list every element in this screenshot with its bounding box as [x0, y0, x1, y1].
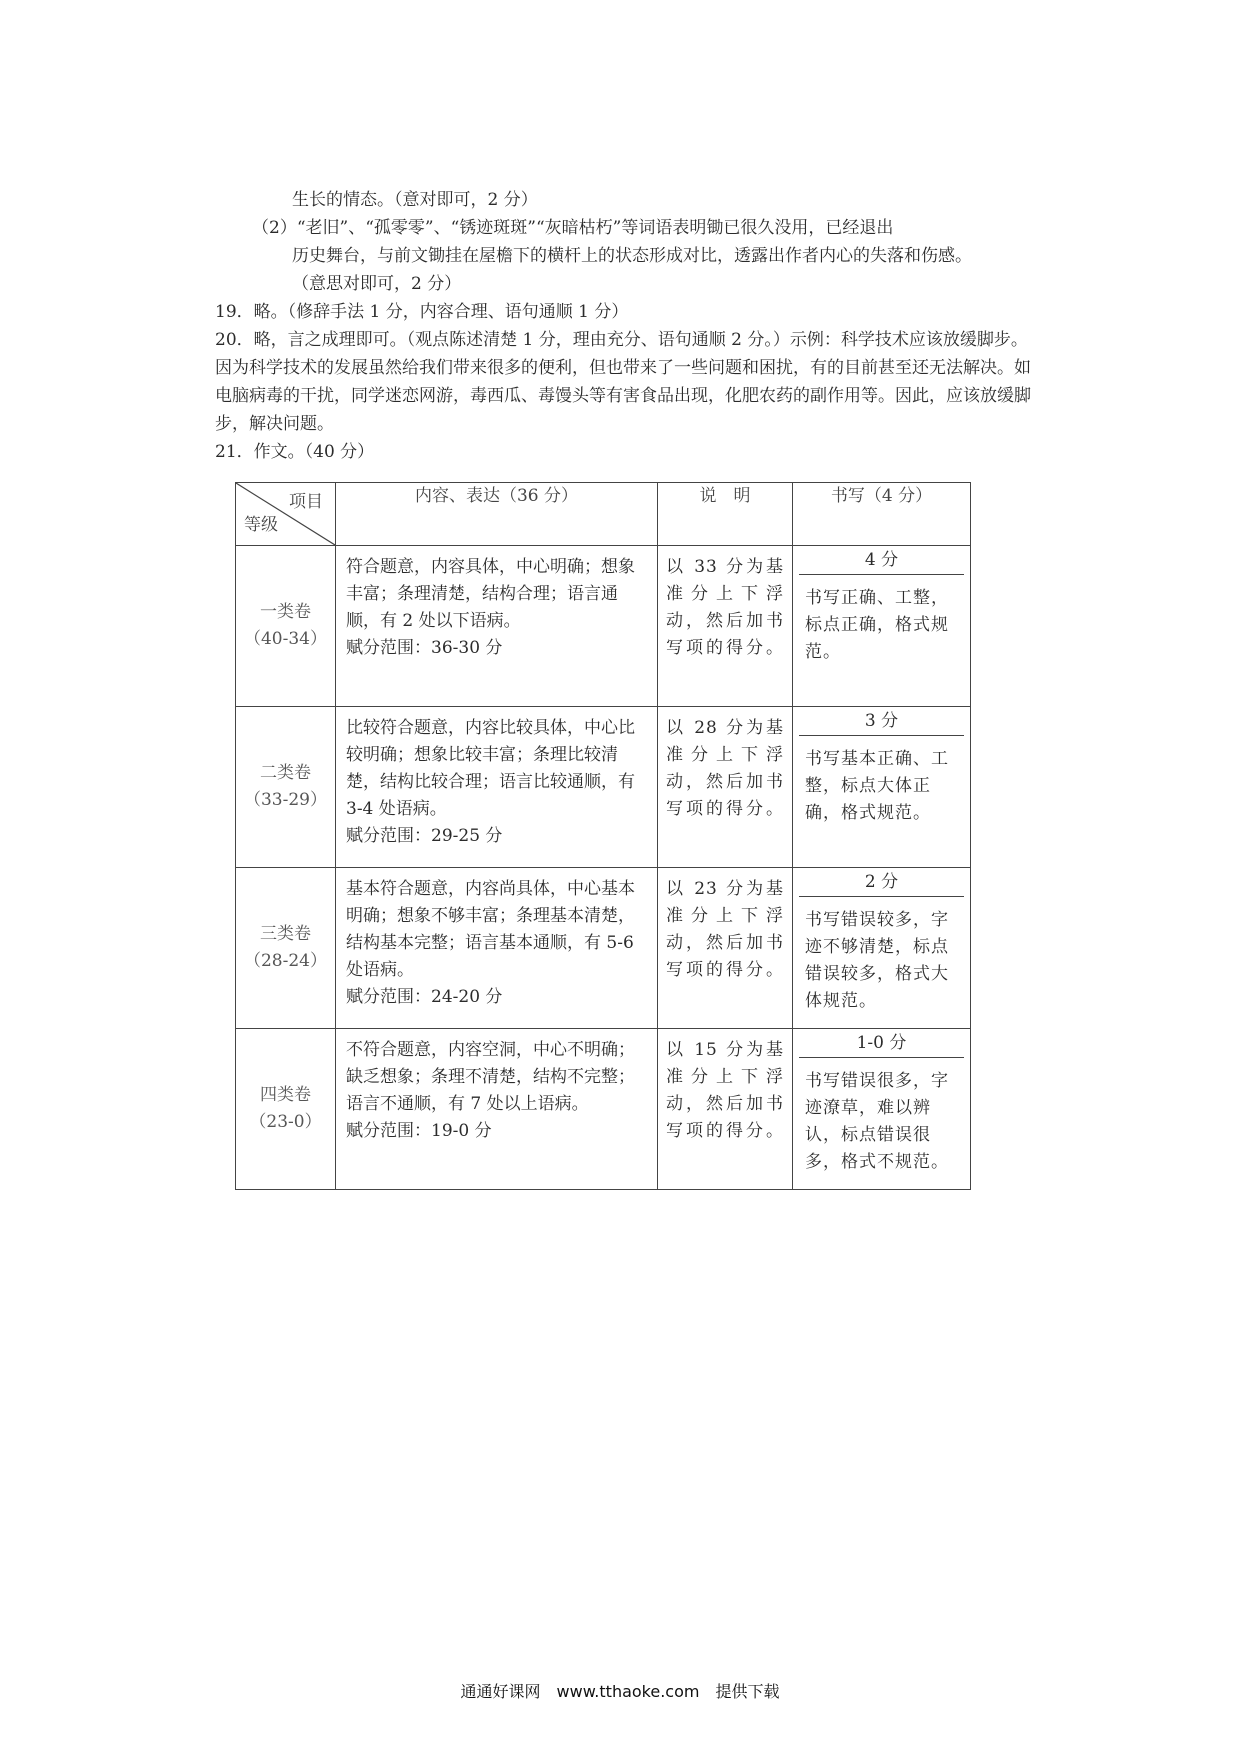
- grade-range: （23-0）: [249, 1112, 322, 1132]
- note-text: 以 33 分为基准分上下浮动，然后加书写项的得分。: [666, 557, 784, 658]
- writing-cell: [793, 707, 971, 868]
- grade-cell: [236, 868, 336, 1029]
- corner-header-cell: [236, 483, 336, 546]
- content-cell: [336, 546, 658, 707]
- column-header-writing: 书写（4 分）: [793, 483, 971, 546]
- note-cell: [658, 868, 793, 1029]
- writing-cell: [793, 1029, 971, 1190]
- grade-cell: [236, 1029, 336, 1190]
- essay-rubric-table-wrapper: [235, 482, 970, 1190]
- note-text: 以 23 分为基准分上下浮动，然后加书写项的得分。: [666, 879, 784, 980]
- table-row: [236, 707, 971, 868]
- score-range: 赋分范围：36-30 分: [346, 638, 503, 658]
- grade-name: 三类卷: [260, 924, 311, 944]
- score-range: 赋分范围：19-0 分: [346, 1121, 492, 1141]
- content-cell: [336, 868, 658, 1029]
- answer-line: 生长的情态。（意对即可，2 分）: [292, 190, 538, 210]
- content-criteria: 比较符合题意，内容比较具体，中心比较明确；想象比较丰富；条理比较清楚，结构比较合理；语言比较通顺，有 3-4 处语病。: [346, 718, 635, 819]
- essay-rubric-table: [235, 482, 971, 1190]
- answer-text-block: [215, 186, 1035, 466]
- answer-q20: 20．略，言之成理即可。（观点陈述清楚 1 分，理由充分、语句通顺 2 分。）示例：科学技术应该放缓脚步。因为科学技术的发展虽然给我们带来很多的便利，但也带来了一些问题和困扰，有的目前甚至还无法解决。如电脑病毒的干扰，同学迷恋网游，毒西瓜、毒馒头等有害食品出现，化肥农药的副作用等。因此，应该放缓脚步，解决问题。: [215, 330, 1031, 434]
- grade-name: 一类卷: [260, 602, 311, 622]
- answer-item-2-line: （意思对即可，2 分）: [292, 274, 462, 294]
- answer-item-2-line: （2）“老旧”、“孤零零”、“锈迹斑斑”“灰暗枯朽”等词语表明锄已很久没用，已经退出: [252, 218, 894, 238]
- writing-score: 1-0 分: [799, 1029, 964, 1058]
- grade-cell: [236, 707, 336, 868]
- content-criteria: 基本符合题意，内容尚具体，中心基本明确；想象不够丰富；条理基本清楚，结构基本完整；语言基本通顺，有 5-6 处语病。: [346, 879, 635, 980]
- writing-criteria: 书写错误很多，字迹潦草，难以辨认，标点错误很多，格式不规范。: [805, 1071, 949, 1172]
- content-cell: [336, 1029, 658, 1190]
- note-text: 以 28 分为基准分上下浮动，然后加书写项的得分。: [666, 718, 784, 819]
- writing-criteria: 书写错误较多，字迹不够清楚，标点错误较多，格式大体规范。: [805, 910, 949, 1011]
- writing-criteria: 书写正确、工整，标点正确，格式规范。: [805, 588, 949, 662]
- writing-score: 3 分: [799, 707, 964, 736]
- footer-text: 通通好课网 www.tthaoke.com 提供下载: [460, 1682, 780, 1701]
- note-cell: [658, 707, 793, 868]
- answer-item-2-line: 历史舞台，与前文锄挂在屋檐下的横杆上的状态形成对比，透露出作者内心的失落和伤感。: [292, 246, 972, 266]
- score-range: 赋分范围：29-25 分: [346, 826, 503, 846]
- table-row: [236, 868, 971, 1029]
- grade-range: （40-34）: [243, 629, 327, 649]
- content-criteria: 符合题意，内容具体，中心明确；想象丰富；条理清楚，结构合理；语言通顺，有 2 处以下语病。: [346, 557, 635, 631]
- note-cell: [658, 1029, 793, 1190]
- grade-name: 二类卷: [260, 763, 311, 783]
- grade-cell: [236, 546, 336, 707]
- content-cell: [336, 707, 658, 868]
- writing-score: 4 分: [799, 546, 964, 575]
- table-header-row: [236, 483, 971, 546]
- writing-score: 2 分: [799, 868, 964, 897]
- corner-grade-label: 等级: [244, 515, 278, 535]
- note-text: 以 15 分为基准分上下浮动，然后加书写项的得分。: [666, 1040, 784, 1141]
- grade-name: 四类卷: [260, 1085, 311, 1105]
- writing-cell: [793, 868, 971, 1029]
- answer-q21: 21．作文。（40 分）: [215, 442, 375, 462]
- writing-criteria: 书写基本正确、工整，标点大体正确，格式规范。: [805, 749, 949, 823]
- score-range: 赋分范围：24-20 分: [346, 987, 503, 1007]
- corner-item-label: 项目: [289, 492, 323, 512]
- content-criteria: 不符合题意，内容空洞，中心不明确；缺乏想象；条理不清楚，结构不完整；语言不通顺，有 7 处以上语病。: [346, 1040, 635, 1114]
- grade-range: （33-29）: [243, 790, 327, 810]
- note-cell: [658, 546, 793, 707]
- column-header-content: 内容、表达（36 分）: [336, 483, 658, 546]
- answer-q19: 19．略。（修辞手法 1 分，内容合理、语句通顺 1 分）: [215, 302, 629, 322]
- table-row: [236, 546, 971, 707]
- writing-cell: [793, 546, 971, 707]
- column-header-note: 说 明: [658, 483, 793, 546]
- grade-range: （28-24）: [243, 951, 327, 971]
- table-row: [236, 1029, 971, 1190]
